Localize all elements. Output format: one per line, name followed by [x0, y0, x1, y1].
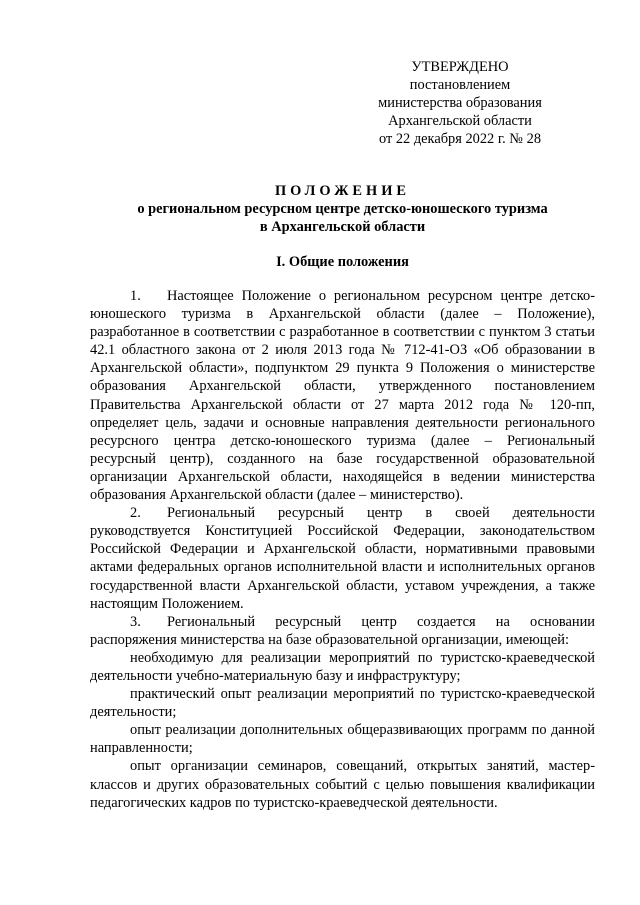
paragraph-number: 3. — [130, 613, 141, 630]
approval-stamp — [355, 58, 565, 148]
approval-resolution: постановлением — [409, 77, 511, 93]
list-item: необходимую для реализации мероприятий по туристско-краеведческой деятельности учебно-материальную базу и инфраструктуру; — [90, 649, 595, 684]
list-item: опыт реализации дополнительных общеразвивающих программ по данной направленности; — [90, 722, 595, 757]
section-heading: I. Общие положения — [276, 254, 409, 270]
paragraph-number: 2. — [130, 505, 141, 522]
paragraph-text: Настоящее Положение о региональном ресурсном центре детско-юношеского туризма в Архангельской области (далее – Положение), разработанное в соответствии с разработанное в соответствии с пунктом 3 статьи 42.1 областного закона от 2 июля 2013 года № 712-41-ОЗ «Об образовании в Архангельской области», подпунктом 29 пункта 9 Положения о министерстве образования Архангельской области, утвержденного постановлением Правительства Архангельской области от 27 марта 2012 года № 120-пп, определяет цель, задачи и основные направления деятельности регионального ресурсного центра детско-юношеского туризма (далее – Региональный ресурсный центр), созданного на базе государственной образовательной организации Архангельской области, находящейся в ведении министерства образования Архангельской области (далее – министерство). — [90, 288, 595, 504]
approval-region: Архангельской области — [388, 113, 532, 129]
list-item: опыт организации семинаров, совещаний, открытых занятий, мастер-классов и других образовательных событий с целью повышения квалификации педагогических кадров по туристско-краеведческой деятельности. — [90, 758, 595, 811]
paragraph-2 — [90, 504, 595, 613]
list-item: практический опыт реализации мероприятий по туристско-краеведческой деятельности; — [90, 686, 595, 721]
paragraph-number: 1. — [130, 288, 141, 304]
approval-ministry: министерства образования — [378, 95, 542, 111]
paragraph-text: Региональный ресурсный центр создается на основании распоряжения министерства на базе образовательной организации, имеющей: — [90, 613, 595, 648]
document-body — [90, 287, 595, 812]
document-subtitle-line1: о региональном ресурсном центре детско-юношеского туризма — [137, 201, 548, 217]
paragraph-3 — [90, 613, 595, 649]
paragraph-1 — [90, 287, 595, 504]
approval-approved: УТВЕРЖДЕНО — [411, 59, 509, 75]
document-title: ПОЛОЖЕНИЕ — [274, 183, 411, 199]
document-title-block — [90, 182, 595, 236]
document-subtitle-line2: в Архангельской области — [259, 219, 426, 235]
approval-date: от 22 декабря 2022 г. № 28 — [378, 131, 542, 147]
paragraph-text: Региональный ресурсный центр в своей деятельности руководствуется Конституцией Российской Федерации, законодательством Российской Федерации и Архангельской области, нормативными правовыми актами федеральных органов исполнительной власти и исполнительных органов государственной власти Архангельской области, уставом учреждения, а также настоящим Положением. — [90, 505, 595, 612]
